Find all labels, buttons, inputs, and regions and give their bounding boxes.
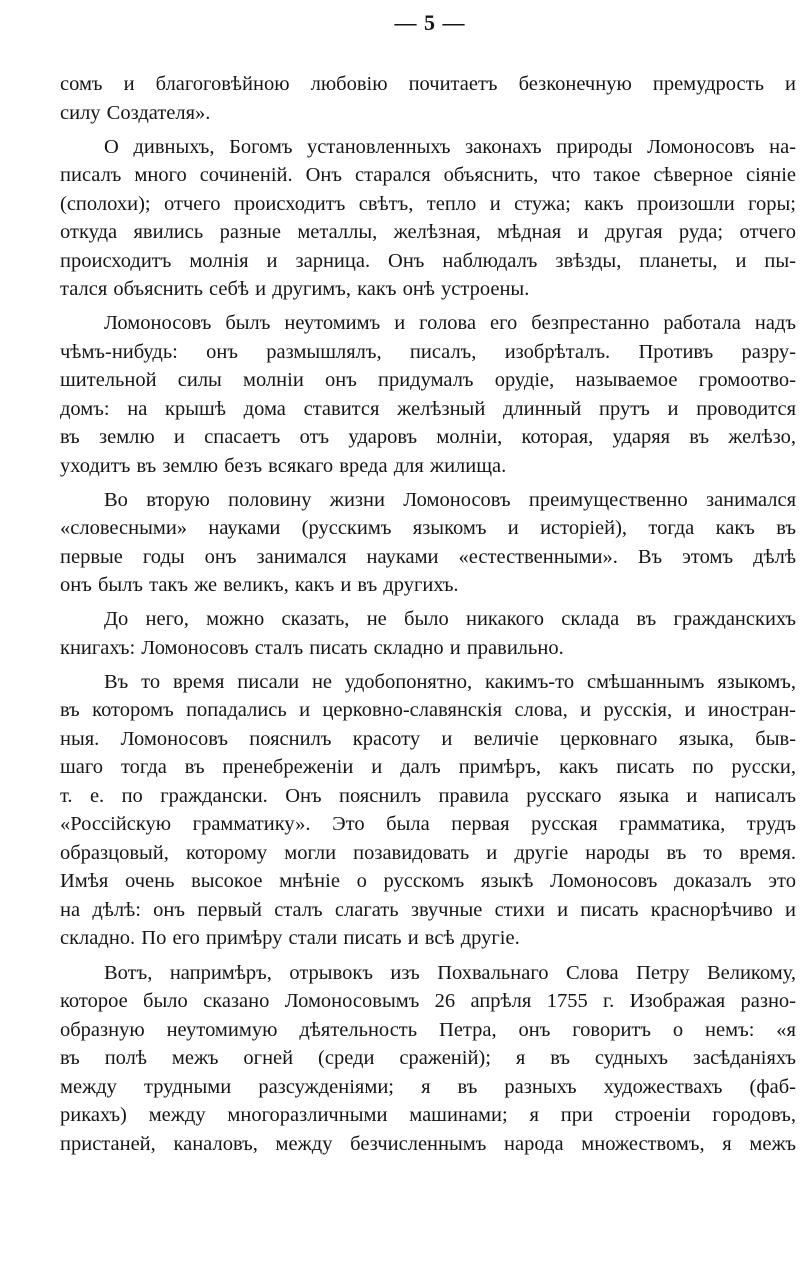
paragraph <box>60 133 796 304</box>
text-line: т. е. по граждански. Онъ пояснилъ правила русскаго языка и написалъ <box>60 784 796 807</box>
text-line: силу Создателя». <box>60 101 211 124</box>
text-line: шаго тогда въ пренебреженiи и далъ примѣръ, какъ писать по русски, <box>60 756 796 779</box>
text-line: на дѣлѣ: онъ первый сталъ слагать звучные стихи и писать краснорѣчиво и <box>60 898 796 921</box>
paragraph <box>60 70 796 127</box>
text-line: «словесными» науками (русскимъ языкомъ и исторiей), тогда какъ въ <box>60 517 796 540</box>
text-line: происходитъ молнiя и зарница. Онъ наблюдалъ звѣзды, планеты, и пы- <box>60 249 796 272</box>
text-line: которое было сказано Ломоносовымъ 26 апрѣля 1755 г. Изображая разно- <box>60 990 796 1013</box>
text-line: книгахъ: Ломоносовъ сталъ писать складно и правильно. <box>60 636 564 659</box>
text-line: домъ: на крышѣ дома ставится желѣзный длинный прутъ и проводится <box>60 397 796 420</box>
text-line: «Россiйскую грамматику». Это была первая русская грамматика, трудъ <box>60 813 796 836</box>
text-line: сомъ и благоговѣйною любовiю почитаетъ безконечную премудрость и <box>60 73 796 95</box>
text-line: пристаней, каналовъ, между безчисленнымъ народа множествомъ, я межъ <box>60 1132 796 1155</box>
paragraph <box>60 959 796 1159</box>
text-line: Во вторую половину жизни Ломоносовъ преимущественно занимался <box>104 488 796 511</box>
paragraph <box>60 309 796 480</box>
text-line: тался объяснить себѣ и другимъ, какъ онѣ устроены. <box>60 278 530 301</box>
text-line: первые годы онъ занимался науками «естественными». Въ этомъ дѣлѣ <box>60 545 796 568</box>
text-line: писалъ много сочиненій. Онъ старался объяснить, что такое сѣверное сiянiе <box>60 164 796 187</box>
text-line: образцовый, которому могли позавидовать и другiе народы въ то время. <box>60 841 796 864</box>
text-line: между трудными разсужденiями; я въ разныхъ художествахъ (фаб- <box>60 1075 796 1098</box>
text-line: шительной силы молнiи онъ придумалъ орудiе, называемое громоотво- <box>60 369 796 392</box>
paragraph <box>60 486 796 600</box>
text-line: Ломоносовъ былъ неутомимъ и голова его безпрестанно работала надъ <box>104 312 796 335</box>
paragraph <box>60 668 796 953</box>
text-line: въ землю и спасаетъ отъ ударовъ молнiи, которая, ударяя въ желѣзо, <box>60 426 796 449</box>
text-line: въ которомъ попадались и церковно-славянскiя слова, и русскiя, и иностран- <box>60 699 796 722</box>
text-line: откуда явились разные металлы, желѣзная, мѣдная и другая руда; отчего <box>60 221 796 244</box>
text-line: Въ то время писали не удобопонятно, какимъ-то смѣшаннымъ языкомъ, <box>104 670 796 693</box>
page-number: — 5 — <box>394 10 466 35</box>
text-line: въ полѣ межъ огней (среди сраженій); я въ судныхъ засѣданiяхъ <box>60 1047 796 1070</box>
text-line: Вотъ, напримѣръ, отрывокъ изъ Похвальнаго Слова Петру Великому, <box>104 961 796 984</box>
text-line: (сполохи); отчего происходитъ свѣтъ, тепло и стужа; какъ произошли горы; <box>60 192 796 215</box>
text-line: ныя. Ломоносовъ пояснилъ красоту и величiе церковнаго языка, быв- <box>60 727 796 750</box>
text-line: складно. По его примѣру стали писать и всѣ другiе. <box>60 927 520 950</box>
text-line: онъ былъ такъ же великъ, какъ и въ другихъ. <box>60 574 459 597</box>
text-line: образную неутомимую дѣятельность Петра, онъ говоритъ о немъ: «я <box>60 1018 796 1041</box>
text-line: До него, можно сказать, не было никакого склада въ гражданскихъ <box>104 608 796 631</box>
text-line: уходитъ въ землю безъ всякаго вреда для жилища. <box>60 454 507 477</box>
paragraph <box>60 605 796 662</box>
body-text <box>60 70 796 1164</box>
text-line: О дивныхъ, Богомъ установленныхъ законахъ природы Ломоносовъ на- <box>104 135 796 158</box>
text-line: Имѣя очень высокое мнѣнiе о русскомъ языкѣ Ломоносовъ доказалъ это <box>60 870 796 893</box>
text-line: чѣмъ-нибудь: онъ размышлялъ, писалъ, изобрѣталъ. Противъ разру- <box>60 340 796 363</box>
text-line: рикахъ) между многоразличными машинами; я при строенiи городовъ, <box>60 1104 796 1127</box>
